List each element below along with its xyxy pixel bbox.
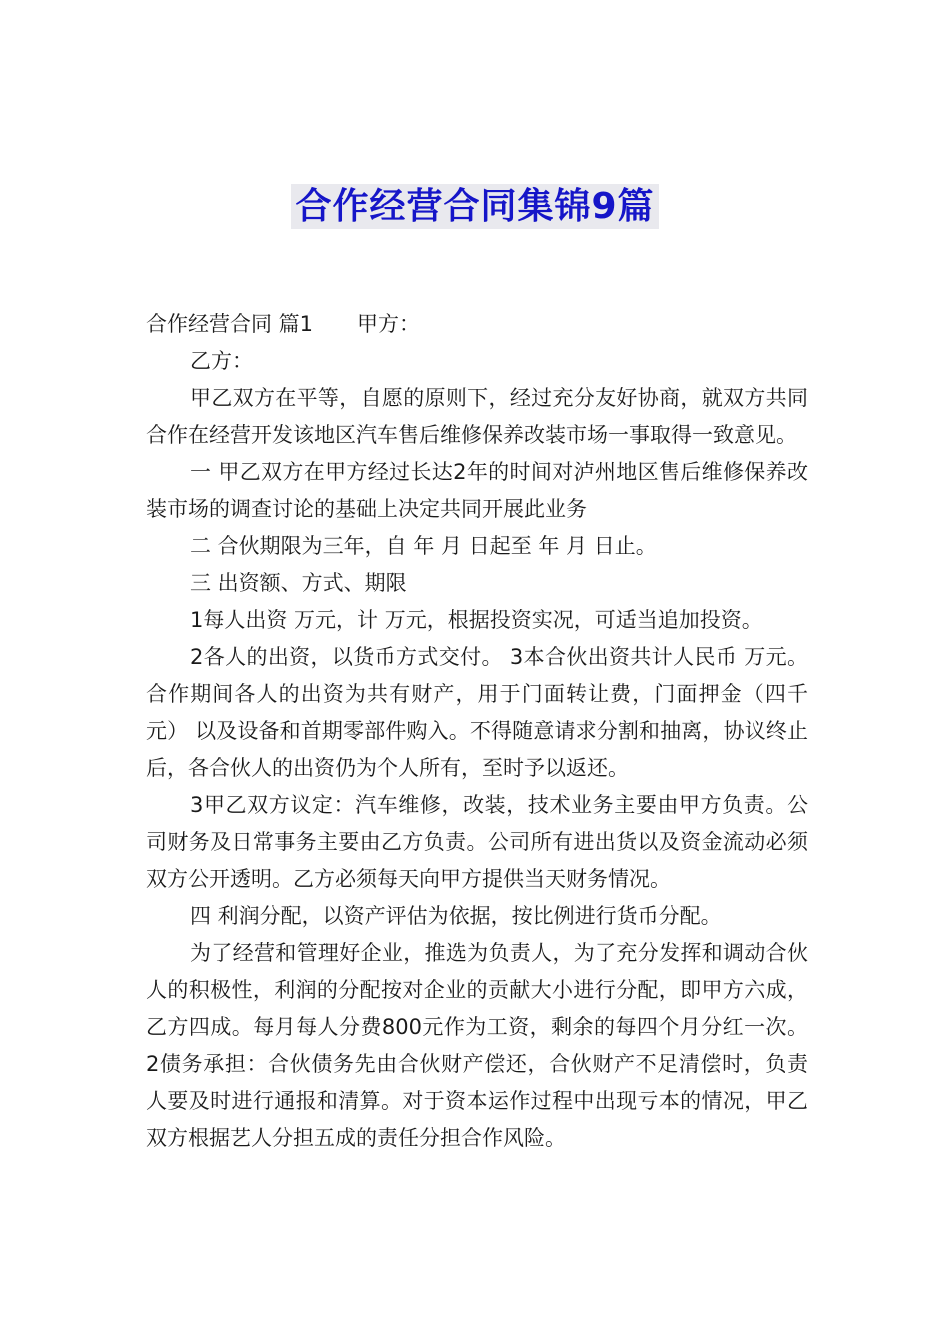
document-title-text: 合作经营合同集锦9篇: [291, 184, 658, 229]
section-heading: [146, 306, 808, 343]
paragraph: 3甲乙双方议定：汽车维修，改装，技术业务主要由甲方负责。公司财务及日常事务主要由乙方负责。公司所有进出货以及资金流动必须双方公开透明。乙方必须每天向甲方提供当天财务情况。: [146, 793, 808, 891]
paragraph: 为了经营和管理好企业，推选为负责人，为了充分发挥和调动合伙人的积极性，利润的分配按对企业的贡献大小进行分配，即甲方六成，乙方四成。每月每人分费800元作为工资，剩余的每四个月分红一次。 2债务承担：合伙债务先由合伙财产偿还，合伙财产不足清偿时，负责人要及时进行通报和清算。对于资本运作过程中出现亏本的情况，甲乙双方根据艺人分担五成的责任分担合作风险。: [146, 941, 808, 1150]
paragraph: 2各人的出资，以货币方式交付。 3本合伙出资共计人民币 万元。合作期间各人的出资为共有财产，用于门面转让费，门面押金（四千元） 以及设备和首期零部件购入。不得随意请求分割和抽离，协议终止后，各合伙人的出资仍为个人所有，至时予以返还。: [146, 645, 808, 780]
paragraph: 一 甲乙双方在甲方经过长达2年的时间对泸州地区售后维修保养改装市场的调查讨论的基础上决定共同开展此业务: [146, 460, 808, 521]
paragraph: 甲乙双方在平等，自愿的原则下，经过充分友好协商，就双方共同合作在经营开发该地区汽车售后维修保养改装市场一事取得一致意见。: [146, 386, 808, 447]
paragraph: 乙方：: [190, 349, 253, 373]
paragraph: 1每人出资 万元，计 万元，根据投资实况，可适当追加投资。: [190, 608, 763, 632]
section-heading-label: 合作经营合同 篇1: [146, 312, 314, 336]
paragraph: 二 合伙期限为三年，自 年 月 日起至 年 月 日止。: [190, 534, 657, 558]
party-a-label: 甲方：: [357, 312, 421, 336]
paragraph: 三 出资额、方式、期限: [190, 571, 407, 595]
paragraph: 四 利润分配，以资产评估为依据，按比例进行货币分配。: [190, 904, 722, 928]
document-body: [146, 306, 808, 1157]
document-title: [0, 178, 950, 229]
